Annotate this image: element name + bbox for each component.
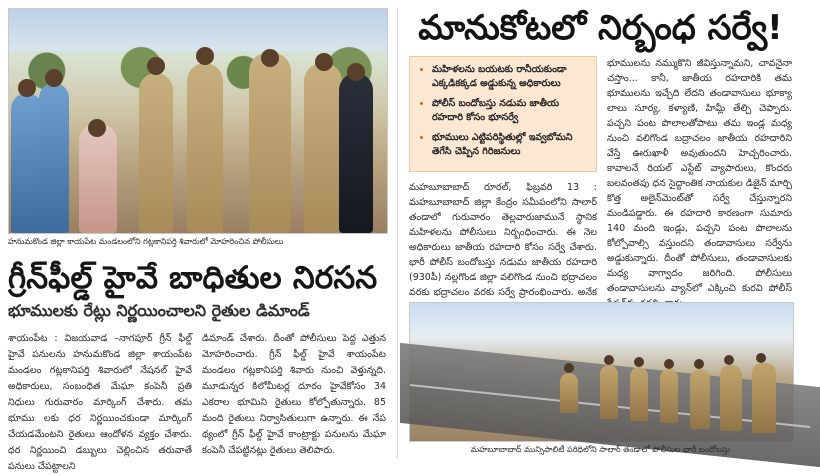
photo-police-head xyxy=(315,53,333,71)
article-body xyxy=(8,331,386,475)
photo-police xyxy=(187,63,223,233)
article-column-1: శాయంపేట : విజయవాడ –నాగపూర్ గ్రీన్ ఫీల్డ్ హైవే పనులను హనుమకొండ జిల్లా శాయంపేట మండలం గట్లకానిపర్తి శివారులో నేషనల్ హైవే అధికారులు, సంబంధిత మేఘా కంపెనీ ప్రతి నిధులు గురువారం మార్కింగ్ చేశారు. తమ భూము లకు ధర నిర్ణయించకుండా మార్కింగ్ చేయడమేంటని రైతులు ఆందోళన వ్యక్తం చేశారు. ధర నిర్ణయించి డబ్బులు చెల్లించిన తరువాతే పనులు చేపట్టాలని xyxy=(8,333,192,472)
photo-police xyxy=(139,73,173,233)
highlight-item: • భూములు ఎట్టిపరిస్థితుల్లో ఇవ్వబోమని తెగేసి చెప్పిన గిరిజనులు xyxy=(432,131,588,159)
left-article xyxy=(8,8,386,475)
photo-police xyxy=(304,63,342,233)
photo-police-head xyxy=(196,47,214,65)
photo-police xyxy=(249,53,291,233)
photo-police-head xyxy=(261,49,279,67)
headline: గ్రీన్‌ఫీల్డ్ హైవే బాధితుల నిరసన xyxy=(8,260,378,296)
photo-police xyxy=(690,369,710,429)
photo-person-head xyxy=(45,69,63,87)
photo-person xyxy=(339,73,373,233)
protest-photo xyxy=(8,8,388,234)
subheadline: భూములకు రేట్లు నిర్ణయించాలని రైతుల డిమాండ్ xyxy=(8,301,310,320)
photo-caption: మహబూబాబాద్ మున్సిపాలిటీ పరిధిలోని సాలార్ తండాలో పోలీసుల భారీ బందోబస్తు xyxy=(470,445,731,454)
photo-police xyxy=(660,369,678,423)
lead-text: మహబూబాబాద్ రూరల్, ఫిబ్రవరి 13 : మహబూబాబాద్ జిల్లా కేంద్రం సమీపంలోని సాలార్ తండాలో గురువారం తెల్లవారుజామునే స్థానిక మహిళలను పోలీసులు నిర్బంధించారు. ఈ నెల అధికారులు జాతీయ రహదారి కోసం సర్వే చేశారు. భారీ పోలీస్ బందోబస్తు నడుమ జాతీయ రహదారి (930పీ) నల్లగొండ జిల్లా వలిగొండ నుంచి భద్రాచలం వరకు భద్రాచలం వరకు సర్వే ప్రారంభించారు. అనేక xyxy=(409,182,597,298)
survey-photo xyxy=(409,302,794,442)
right-article xyxy=(409,8,792,454)
photo-person-head xyxy=(18,79,36,97)
continued-text: భూములను నమ్ముకొని జీవిస్తున్నామని, చావనైనా చస్తాం... కానీ, జాతీయ రహదారికి తమ భూములను ఇచ్చేది లేదని తండావాసులు భూక్యా లాలు సూర్య, కళ్యాణి, హిమ్లీ తేల్చి చెప్పారు. పచ్చని పంట పొలాలతోపాటు తమ ఇండ్ల మధ్య నుంచి వలిగొండ బద్రాచలం జాతీయ రహదారిని వేస్తే ఊరుఖాళీ అవుతుందని హెచ్చరించారు. కావాలనే రియల్ ఎస్టేట్ వ్యాపారులు, కొందరు బలవంతపు ధన సైద్దాంతిక నాయకుల డిజైన్ మార్చి కొత్త అలైన్‌మెంట్‌తో సర్వే చేస్తున్నారని మండిపడ్డారు. ఈ రహదారి కారణంగా సుమారు 140 మంది ఇండ్లు, పచ్చని పంట పొలాలను కోల్పోవాల్సి వస్తుందని తండావాసులు సర్వేను అడ్డుకున్నారు. దీంతో పోలీసులు, తండావాసులకు మధ్య వాగ్వాదం జరిగింది. పోలీసులు తండావాసులను వ్యాన్‌లో ఎక్కించి కురవి పోలీస్ xyxy=(607,58,792,294)
photo-caption: హనుమకొండ జిల్లా కాయపేట మండలంలోని గట్లకానిపర్తి శివారులో మోహరించిన పోలీసులు xyxy=(8,237,284,246)
headline: మానుకోటలో నిర్బంధ సర్వే! xyxy=(418,8,783,48)
photo-person xyxy=(79,123,117,233)
photo-person-head xyxy=(88,119,106,137)
column-divider xyxy=(397,8,398,458)
photo-police xyxy=(560,373,578,413)
article-column-2: డిమాండ్ చేశారు. దీంతో పోలీసులు పెద్ద ఎత్తున మోహరించారు. గ్రీన్ ఫీల్డ్ హైవే శాయంపేట మండలం గట్లకానిపర్తి శివారు నుంచి వెళ్తున్నది. మూడున్నర కిలోమీటర్ల దూరం హైవేకోసం 34 ఎకరాల భూమిని రైతులు కోల్పోతున్నారు. 85 మంది రైతులు నిర్వాసితులుగా ఉన్నారు. ఈ నేప థ్యంలో గ్రీన్ ఫీల్డ్ హైవే కాంట్రాక్టు పనులను మేఘా కంపెనీ చేపట్టినట్లు రైతులు తెలిపారు. xyxy=(202,333,386,456)
photo-person xyxy=(39,83,69,233)
photo-police xyxy=(600,365,618,419)
photo-police xyxy=(752,363,776,433)
photo-police xyxy=(630,367,648,421)
highlights-box xyxy=(409,56,597,172)
highlight-item: • మహిళలను బయటకు రానీయకుండా ఎక్కడికక్కడ అడ్డుకున్న అధికారులు xyxy=(432,63,588,91)
right-top-section xyxy=(409,56,792,315)
highlight-item: • పోలీస్ బందోబస్తు నడుమ జాతీయ రహదారి కోసం భూసర్వే xyxy=(432,97,588,125)
highlights-list xyxy=(418,63,588,159)
photo-police-head xyxy=(147,57,165,75)
photo-police xyxy=(720,365,742,431)
photo-person-head xyxy=(347,63,365,81)
right-left-column xyxy=(409,56,597,315)
